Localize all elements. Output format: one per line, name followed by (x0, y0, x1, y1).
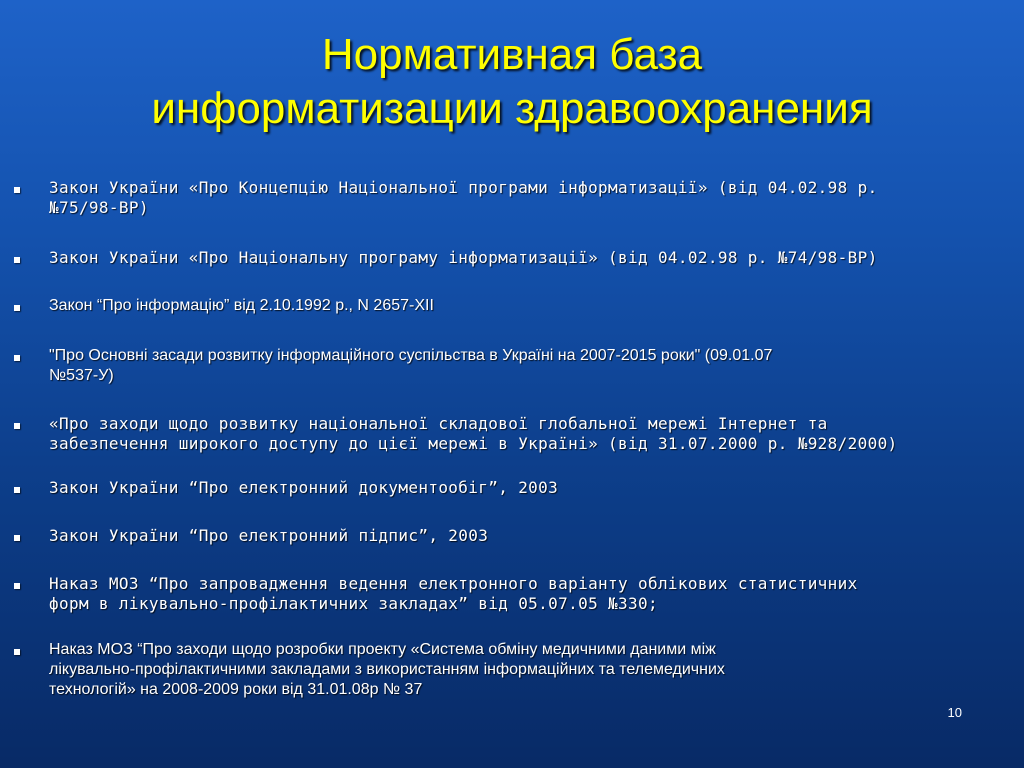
list-item (14, 640, 984, 700)
list-item (14, 526, 984, 546)
bullet-icon (14, 305, 20, 311)
bullet-icon (14, 649, 20, 655)
list-item-text: «Про заходи щодо розвитку національної складової глобальної мережі Інтернет та забезпечення широкого доступу до цієї мережі в Україні» (від 31.07.2000 р. №928/2000) (49, 414, 898, 453)
bullet-icon (14, 423, 20, 429)
list-item (14, 346, 984, 386)
slide-title (40, 28, 984, 136)
list-item-text: Наказ МОЗ “Про запровадження ведення електронного варіанту облікових статистичних форм в лікувально-профілактичних закладах” від 05.07.05 №330; (49, 574, 858, 613)
bullet-icon (14, 583, 20, 589)
list-item-text: "Про Основні засади розвитку інформаційного суспільства в Україні на 2007-2015 роки" (09.01.07 №537-У) (49, 347, 773, 384)
list-item (14, 178, 984, 218)
bullet-icon (14, 257, 20, 263)
list-item-text: Закон України «Про Національну програму інформатизації» (від 04.02.98 р. №74/98-ВР) (49, 248, 878, 267)
title-line-1: Нормативная база (321, 30, 703, 79)
list-item-text: Закон “Про інформацію” від 2.10.1992 р., N 2657-XII (49, 297, 434, 314)
bullet-icon (14, 487, 20, 493)
list-item (14, 296, 984, 316)
list-item (14, 478, 984, 498)
bullet-icon (14, 187, 20, 193)
list-item (14, 574, 984, 614)
list-item-text: Закон України “Про електронний підпис”, 2003 (49, 526, 489, 545)
page-number: 10 (947, 705, 962, 720)
bullet-icon (14, 535, 20, 541)
list-item-text: Закон України «Про Концепцію Національної програми інформатизації» (від 04.02.98 р. №75/98-ВР) (49, 178, 878, 217)
list-item-text: Закон України “Про електронний документообіг”, 2003 (49, 478, 559, 497)
list-item (14, 248, 984, 268)
bullet-icon (14, 355, 20, 361)
list-item-text: Наказ МОЗ “Про заходи щодо розробки проекту «Система обміну медичними даними між лікувально-профілактичними закладами з використанням інформаційних та телемедичних технологій» на 2008-2009 роки від 31.01.08р № 37 (49, 641, 725, 698)
title-line-2: информатизации здравоохранения (151, 84, 873, 133)
list-item (14, 414, 984, 454)
